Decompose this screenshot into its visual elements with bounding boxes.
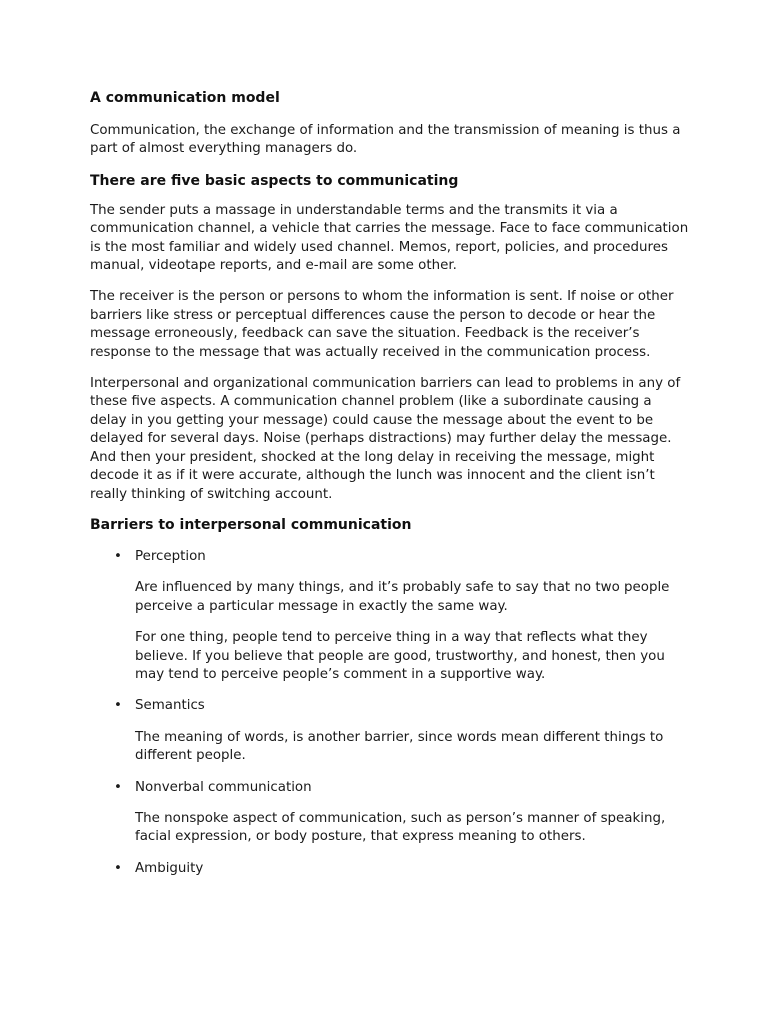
document-title: A communication model [90, 90, 280, 106]
list-item-label: Nonverbal communication [135, 779, 312, 795]
bullet-icon: • [114, 779, 122, 795]
bullet-icon: • [114, 860, 122, 876]
bullet-icon: • [114, 548, 122, 564]
list-item-semantics [90, 697, 690, 765]
list-item-nonverbal-communication [90, 779, 690, 847]
aspects-heading: There are five basic aspects to communicating [90, 172, 459, 189]
list-item-description: For one thing, people tend to perceive thing in a way that reflects what they believe. If you believe that people are good, trustworthy, and honest, then you may tend to perceive people’s comment in a supportive way. [135, 630, 665, 682]
list-item-label: Perception [135, 548, 206, 564]
barriers-heading: Barriers to interpersonal communication [90, 516, 412, 533]
barriers-list [90, 548, 690, 878]
list-item-label: Ambiguity [135, 860, 204, 876]
barriers-overview-paragraph: Interpersonal and organizational communication barriers can lead to problems in any of these five aspects. A communication channel problem (like a subordinate causing a delay in you getting your message) could cause the message about the event to be delayed for several days. Noise (perhaps distractions) may further delay the message. And then your president, shocked at the long delay in receiving the message, might decode it as if it were accurate, although the lunch was innocent and the client isn’t really thinking of switching account. [90, 376, 681, 502]
intro-paragraph: Communication, the exchange of information and the transmission of meaning is thus a part of almost everything managers do. [90, 123, 681, 157]
document-page [90, 88, 690, 891]
list-item-perception [90, 548, 690, 684]
list-item-ambiguity [90, 860, 690, 878]
bullet-icon: • [114, 698, 122, 714]
sender-paragraph: The sender puts a massage in understandable terms and the transmits it via a communication channel, a vehicle that carries the message. Face to face communication is the most familiar and widely used channel. Memos, report, policies, and procedures manual, videotape reports, and e-mail are some other. [90, 202, 689, 274]
list-item-description: The nonspoke aspect of communication, such as person’s manner of speaking, facial expression, or body posture, that express meaning to others. [135, 810, 666, 845]
list-item-description: Are influenced by many things, and it’s probably safe to say that no two people perceive a particular message in exactly the same way. [135, 580, 670, 614]
list-item-description: The meaning of words, is another barrier, since words mean different things to different people. [135, 729, 664, 764]
list-item-label: Semantics [135, 698, 205, 714]
receiver-paragraph: The receiver is the person or persons to whom the information is sent. If noise or other barriers like stress or perceptual differences cause the person to decode or hear the message erroneously, feedback can save the situation. Feedback is the receiver’s response to the message that was actually received in the communication process. [90, 289, 674, 360]
